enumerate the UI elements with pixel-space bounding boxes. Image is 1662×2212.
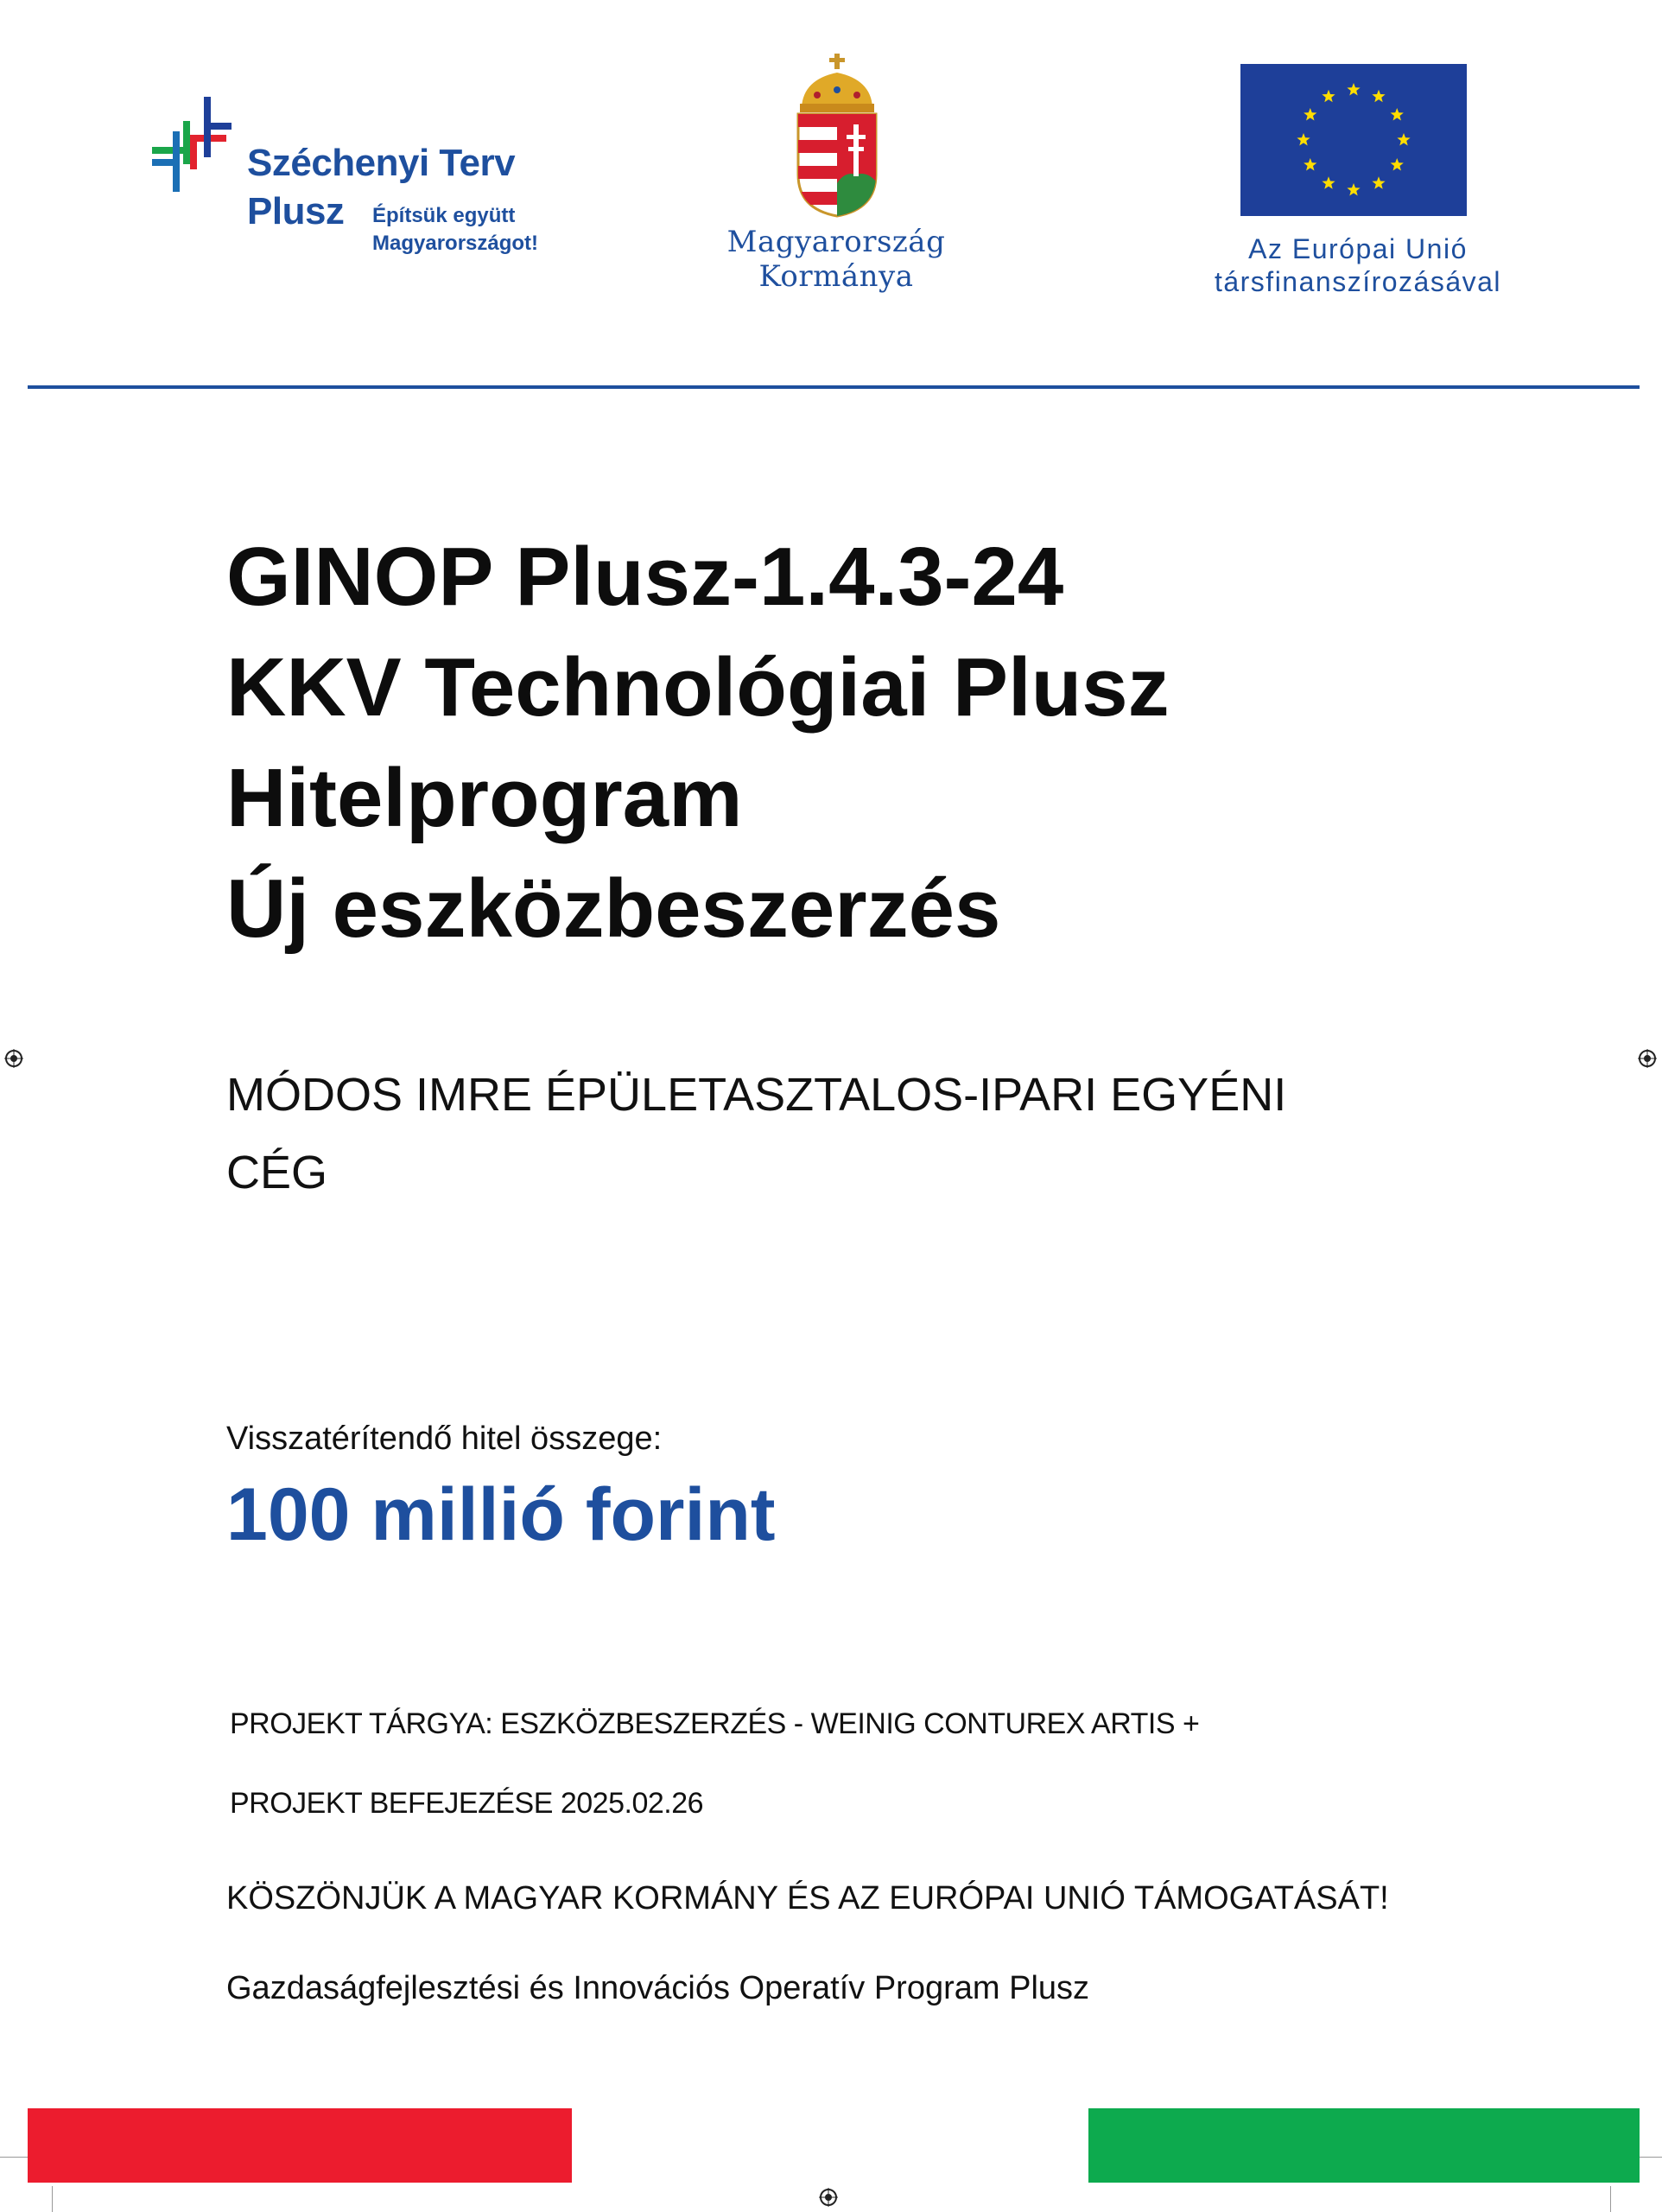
header-divider	[28, 385, 1640, 389]
eu-caption-line1: Az Európai Unió	[1248, 233, 1468, 264]
government-name-line2: Kormánya	[758, 259, 914, 294]
eu-flag-icon	[1240, 64, 1467, 216]
loan-amount-value: 100 millió forint	[226, 1473, 776, 1556]
registration-mark-bottom-icon	[819, 2188, 838, 2207]
european-union-logo	[1185, 64, 1531, 306]
project-subject: PROJEKT TÁRGYA: ESZKÖZBESZERZÉS - WEINIG CONTUREX ARTIS +	[230, 1707, 1200, 1740]
title-line-program-name: KKV Technológiai Plusz	[226, 641, 1170, 734]
szechenyi-cross-icon	[152, 97, 232, 192]
crop-mark-bottom-right	[1610, 2186, 1611, 2212]
szechenyi-title: Széchenyi Terv	[247, 142, 516, 184]
beneficiary-line1: MÓDOS IMRE ÉPÜLETASZTALOS-IPARI EGYÉNI	[226, 1069, 1287, 1121]
crop-mark-bottom-left	[52, 2186, 53, 2212]
government-name-line1: Magyarország	[726, 225, 946, 259]
operational-program-name: Gazdaságfejlesztési és Innovációs Operatív Program Plusz	[226, 1970, 1090, 2006]
crop-mark-right	[1640, 2157, 1662, 2158]
szechenyi-slogan-line1: Építsük együtt	[372, 204, 516, 227]
beneficiary-line2: CÉG	[226, 1147, 328, 1198]
program-title	[226, 522, 1522, 964]
footer-green-bar	[1088, 2108, 1640, 2183]
hungarian-government-logo	[707, 54, 966, 304]
title-line-credit-program: Hitelprogram	[226, 752, 743, 844]
title-line-purpose: Új eszközbeszerzés	[226, 862, 1001, 955]
project-end-date: PROJEKT BEFEJEZÉSE 2025.02.26	[230, 1787, 704, 1820]
crop-mark-left	[0, 2157, 28, 2158]
szechenyi-slogan-line2: Magyarországot!	[372, 232, 539, 255]
thanks-statement: KÖSZÖNJÜK A MAGYAR KORMÁNY ÉS AZ EURÓPAI UNIÓ TÁMOGATÁSÁT!	[226, 1880, 1389, 1916]
title-line-program-code: GINOP Plusz-1.4.3-24	[226, 531, 1064, 623]
hungarian-coat-of-arms-icon	[793, 54, 881, 218]
szechenyi-terv-plusz-logo	[152, 97, 567, 270]
registration-mark-left-icon	[4, 1049, 23, 1068]
footer-red-bar	[28, 2108, 572, 2183]
loan-amount-label: Visszatérítendő hitel összege:	[226, 1421, 663, 1457]
registration-mark-right-icon	[1638, 1049, 1657, 1068]
eu-caption-line2: társfinanszírozásával	[1214, 266, 1502, 297]
beneficiary-name	[226, 1056, 1522, 1211]
szechenyi-plusz: Plusz	[247, 190, 345, 232]
